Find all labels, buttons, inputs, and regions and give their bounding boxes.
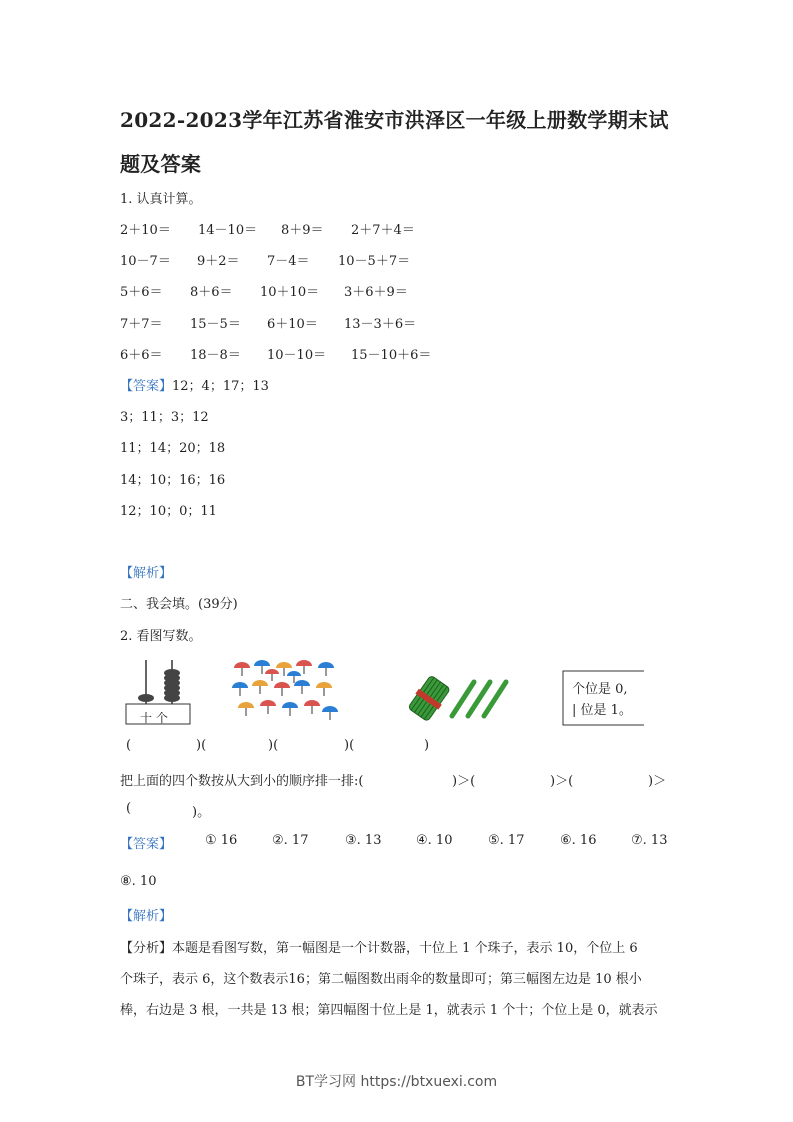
umbrella-group — [232, 660, 338, 720]
calc-item: 8＋6＝ — [190, 285, 233, 300]
calc-item: 5＋6＝ — [120, 285, 163, 300]
calc-item: 7－4＝ — [267, 254, 310, 269]
answer-blank: )( — [268, 738, 279, 753]
analysis-label: 【解析】 — [120, 909, 173, 924]
answer-blank: )( — [196, 738, 207, 753]
answer-item: ②. 17 — [272, 833, 309, 848]
analysis-label: 【解析】 — [120, 566, 173, 581]
umbrellas-figure — [232, 660, 337, 722]
q1-answer-line — [120, 375, 269, 394]
place-value-text-tens: | 位是 1。 — [572, 703, 632, 718]
order-blank: )＞( — [550, 774, 574, 789]
abacus-bead — [164, 694, 180, 702]
answer-blank: )( — [344, 738, 355, 753]
calc-item: 10－5＋7＝ — [338, 254, 411, 269]
q2-heading: 2. 看图写数。 — [120, 629, 202, 644]
calc-item: 7＋7＝ — [120, 317, 163, 332]
answer-blank: ( — [126, 738, 132, 753]
order-blank: )。 — [192, 805, 211, 820]
calc-item: 13－3＋6＝ — [344, 317, 417, 332]
answer-item: ⑦. 13 — [631, 833, 668, 848]
abacus-label: 十 个 — [140, 711, 168, 725]
analysis-line — [120, 937, 638, 956]
q1-heading: 1. 认真计算。 — [120, 192, 202, 207]
answer-label: 【答案】 — [120, 379, 173, 394]
order-blank: )＞ — [648, 774, 667, 789]
order-blank: )＞( — [452, 774, 476, 789]
calc-item: 15－5＝ — [190, 317, 241, 332]
answer-text: 14；10；16；16 — [120, 473, 226, 488]
calc-item: 3＋6＋9＝ — [344, 285, 408, 300]
footer-watermark: BT学习网 https://btxuexi.com — [295, 1074, 498, 1090]
answer-blank: ) — [424, 738, 430, 753]
calc-item: 10－7＝ — [120, 254, 171, 269]
page-title-line1: 2022-2023学年江苏省淮安市洪泽区一年级上册数学期末试 — [120, 108, 669, 132]
answer-item: ⑥. 16 — [560, 833, 597, 848]
answer-text: 11；14；20；18 — [120, 441, 226, 456]
page-title-line2: 题及答案 — [120, 152, 202, 176]
calc-item: 14－10＝ — [198, 223, 258, 238]
answer-item: ① 16 — [205, 833, 238, 848]
order-blank: ( — [126, 801, 132, 816]
analysis-head: 【分析】 — [120, 941, 173, 956]
place-value-text-ones: 个位是 0, — [572, 682, 628, 697]
calc-item: 6＋6＝ — [120, 348, 163, 363]
section-heading: 二、我会填。(39分) — [120, 597, 238, 612]
calc-item: 10－10＝ — [267, 348, 327, 363]
answer-label: 【答案】 — [120, 837, 173, 852]
calc-item: 10＋10＝ — [260, 285, 320, 300]
analysis-text: 个珠子，表示 6，这个数表示16；第二幅图数出雨伞的数量即可；第三幅图左边是 10 根小 — [120, 972, 642, 987]
analysis-text: 本题是看图写数，第一幅图是一个计数器，十位上 1 个珠子，表示 10，个位上 6 — [172, 941, 638, 956]
calc-item: 9＋2＝ — [197, 254, 240, 269]
abacus-bead — [138, 694, 154, 702]
calc-item: 2＋10＝ — [120, 223, 171, 238]
calc-item: 8＋9＝ — [281, 223, 324, 238]
stick-bundle — [406, 674, 452, 723]
answer-item: ③. 13 — [345, 833, 382, 848]
calc-item: 6＋10＝ — [267, 317, 318, 332]
calc-item: 2＋7＋4＝ — [351, 223, 415, 238]
calc-item: 15－10＋6＝ — [351, 348, 432, 363]
calc-item: 18－8＝ — [190, 348, 241, 363]
answer-item: ⑤. 17 — [488, 833, 525, 848]
order-instruction: 把上面的四个数按从大到小的顺序排一排:( — [120, 774, 364, 789]
answer-item: ④. 10 — [416, 833, 453, 848]
analysis-text: 棒，右边是 3 根，一共是 13 根；第四幅图十位上是 1，就表示 1 个十；个位上是 0，就表示 — [120, 1003, 658, 1018]
answer-text: 12；4；17；13 — [172, 379, 269, 394]
answer-text: 3；11；3；12 — [120, 410, 209, 425]
answer-item: ⑧. 10 — [120, 874, 157, 889]
sticks-figure — [408, 674, 508, 722]
answer-text: 12；10；0；11 — [120, 504, 217, 519]
